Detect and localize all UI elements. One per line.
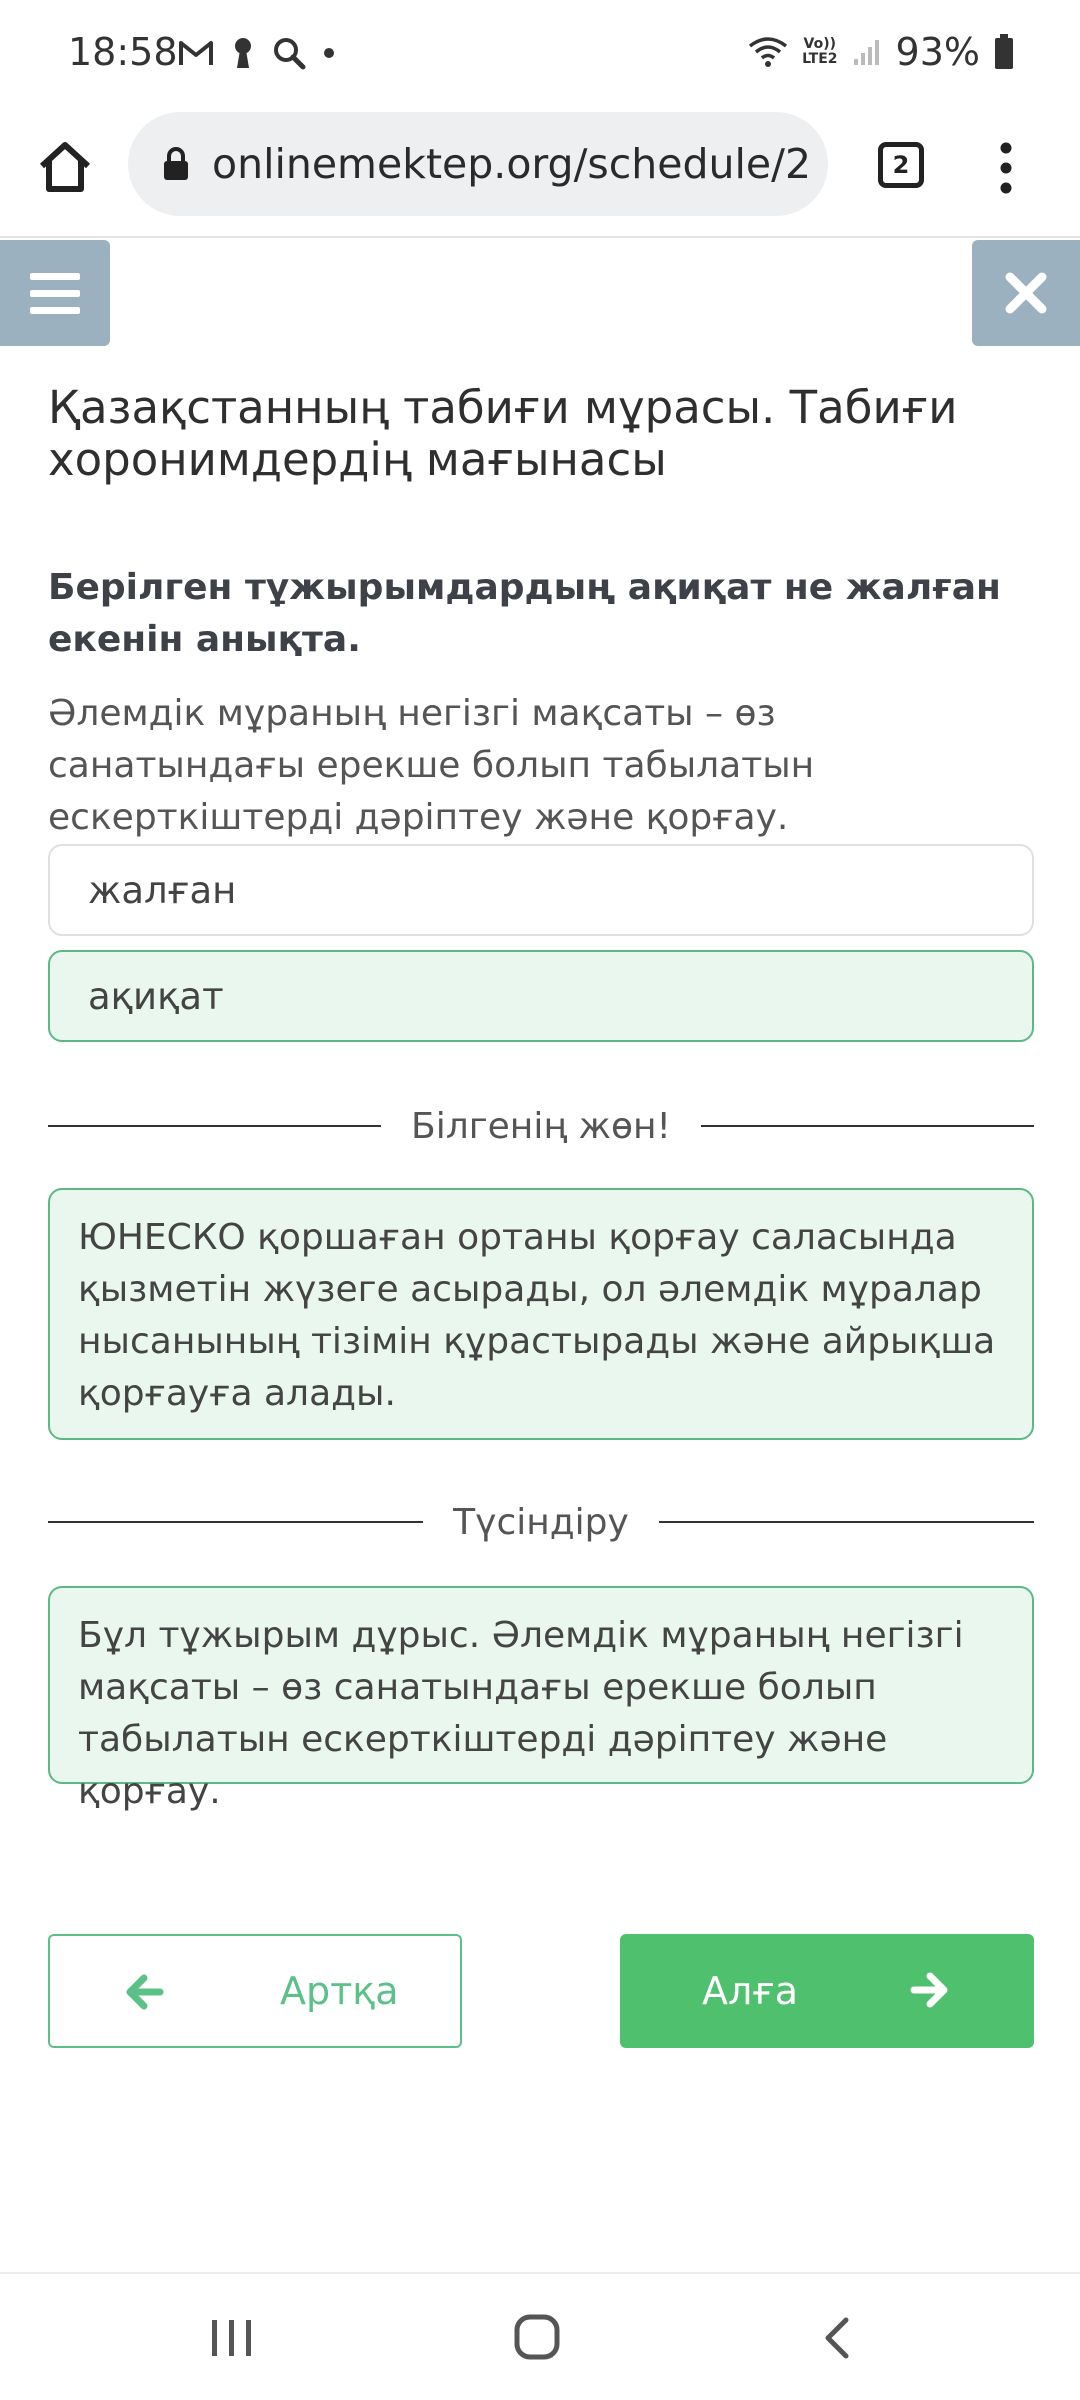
close-button[interactable] [972,240,1080,346]
battery-icon [994,34,1014,70]
question-statement: Әлемдік мұраның негізгі мақсаты – өз санатындағы ерекше болып табылатын ескерткіштерді дәріптеу және қорғау. [48,693,815,838]
hamburger-line [30,307,80,314]
recent-apps-icon[interactable] [210,2318,254,2358]
next-button-label: Алға [702,1969,799,2013]
dot-icon [322,46,336,60]
wifi-icon [748,36,788,68]
did-you-know-box [48,1188,1034,1440]
gmail-icon [178,39,214,67]
status-notification-icons [178,36,336,70]
did-you-know-heading: Білгенің жөн! [411,1105,671,1147]
arrow-right-icon [910,1970,950,2010]
back-button-label: Артқа [280,1969,399,2013]
keyhole-icon [230,36,256,70]
arrow-left-icon [124,1972,164,2012]
home-icon[interactable] [36,138,94,196]
divider-line [701,1125,1034,1127]
answer-option-label: ақиқат [88,974,224,1018]
lte-indicator: Vo)) LTE2 [802,36,838,67]
signal-icon [852,37,882,67]
did-you-know-text: ЮНЕСКО қоршаған ортаны қорғау саласында қызметін жүзеге асырады, ол әлемдік мұралар нысанының тізімін құрастырады және айрықша қорғауға алады. [78,1217,996,1414]
hamburger-menu-button[interactable] [0,240,110,346]
explanation-divider [48,1492,1034,1552]
close-icon [1004,271,1048,315]
divider-line [48,1521,423,1523]
hamburger-line [30,273,80,280]
explanation-heading: Түсіндіру [453,1501,629,1543]
divider-line [659,1521,1034,1523]
next-button[interactable] [620,1934,1034,2048]
answer-option-false[interactable] [48,844,1034,936]
answer-option-label: жалған [88,868,237,912]
did-you-know-divider [48,1096,1034,1156]
android-navigation-bar [0,2272,1080,2400]
search-icon [272,36,306,70]
home-nav-icon[interactable] [514,2314,560,2360]
explanation-box [48,1586,1034,1812]
question-instruction: Берілген тұжырымдардың ақиқат не жалған екенін анықта. [48,567,1001,660]
answer-option-true[interactable] [48,950,1034,1042]
url-text[interactable]: onlinemektep.org/schedule/2 [212,140,812,188]
battery-percent: 93% [895,30,980,74]
lock-icon [162,146,190,182]
explanation-text: Бұл тұжырым дұрыс. Әлемдік мұраның негізгі мақсаты – өз санатындағы ерекше болып табылатын ескерткіштерді дәріптеу және қорғау. [78,1615,964,1812]
hamburger-line [30,290,80,297]
status-time: 18:58 [68,30,178,74]
browser-toolbar [0,112,1080,238]
tab-switcher-button[interactable]: 2 [878,142,924,188]
more-options-icon[interactable] [996,140,1016,196]
status-bar [0,0,1080,112]
back-button[interactable] [48,1934,462,2048]
status-system-icons [748,30,1014,74]
divider-line [48,1125,381,1127]
back-nav-icon[interactable] [822,2316,850,2360]
address-bar[interactable] [128,112,828,216]
lesson-title: Қазақстанның табиғи мұрасы. Табиғи хоронимдердің мағынасы [48,381,958,486]
